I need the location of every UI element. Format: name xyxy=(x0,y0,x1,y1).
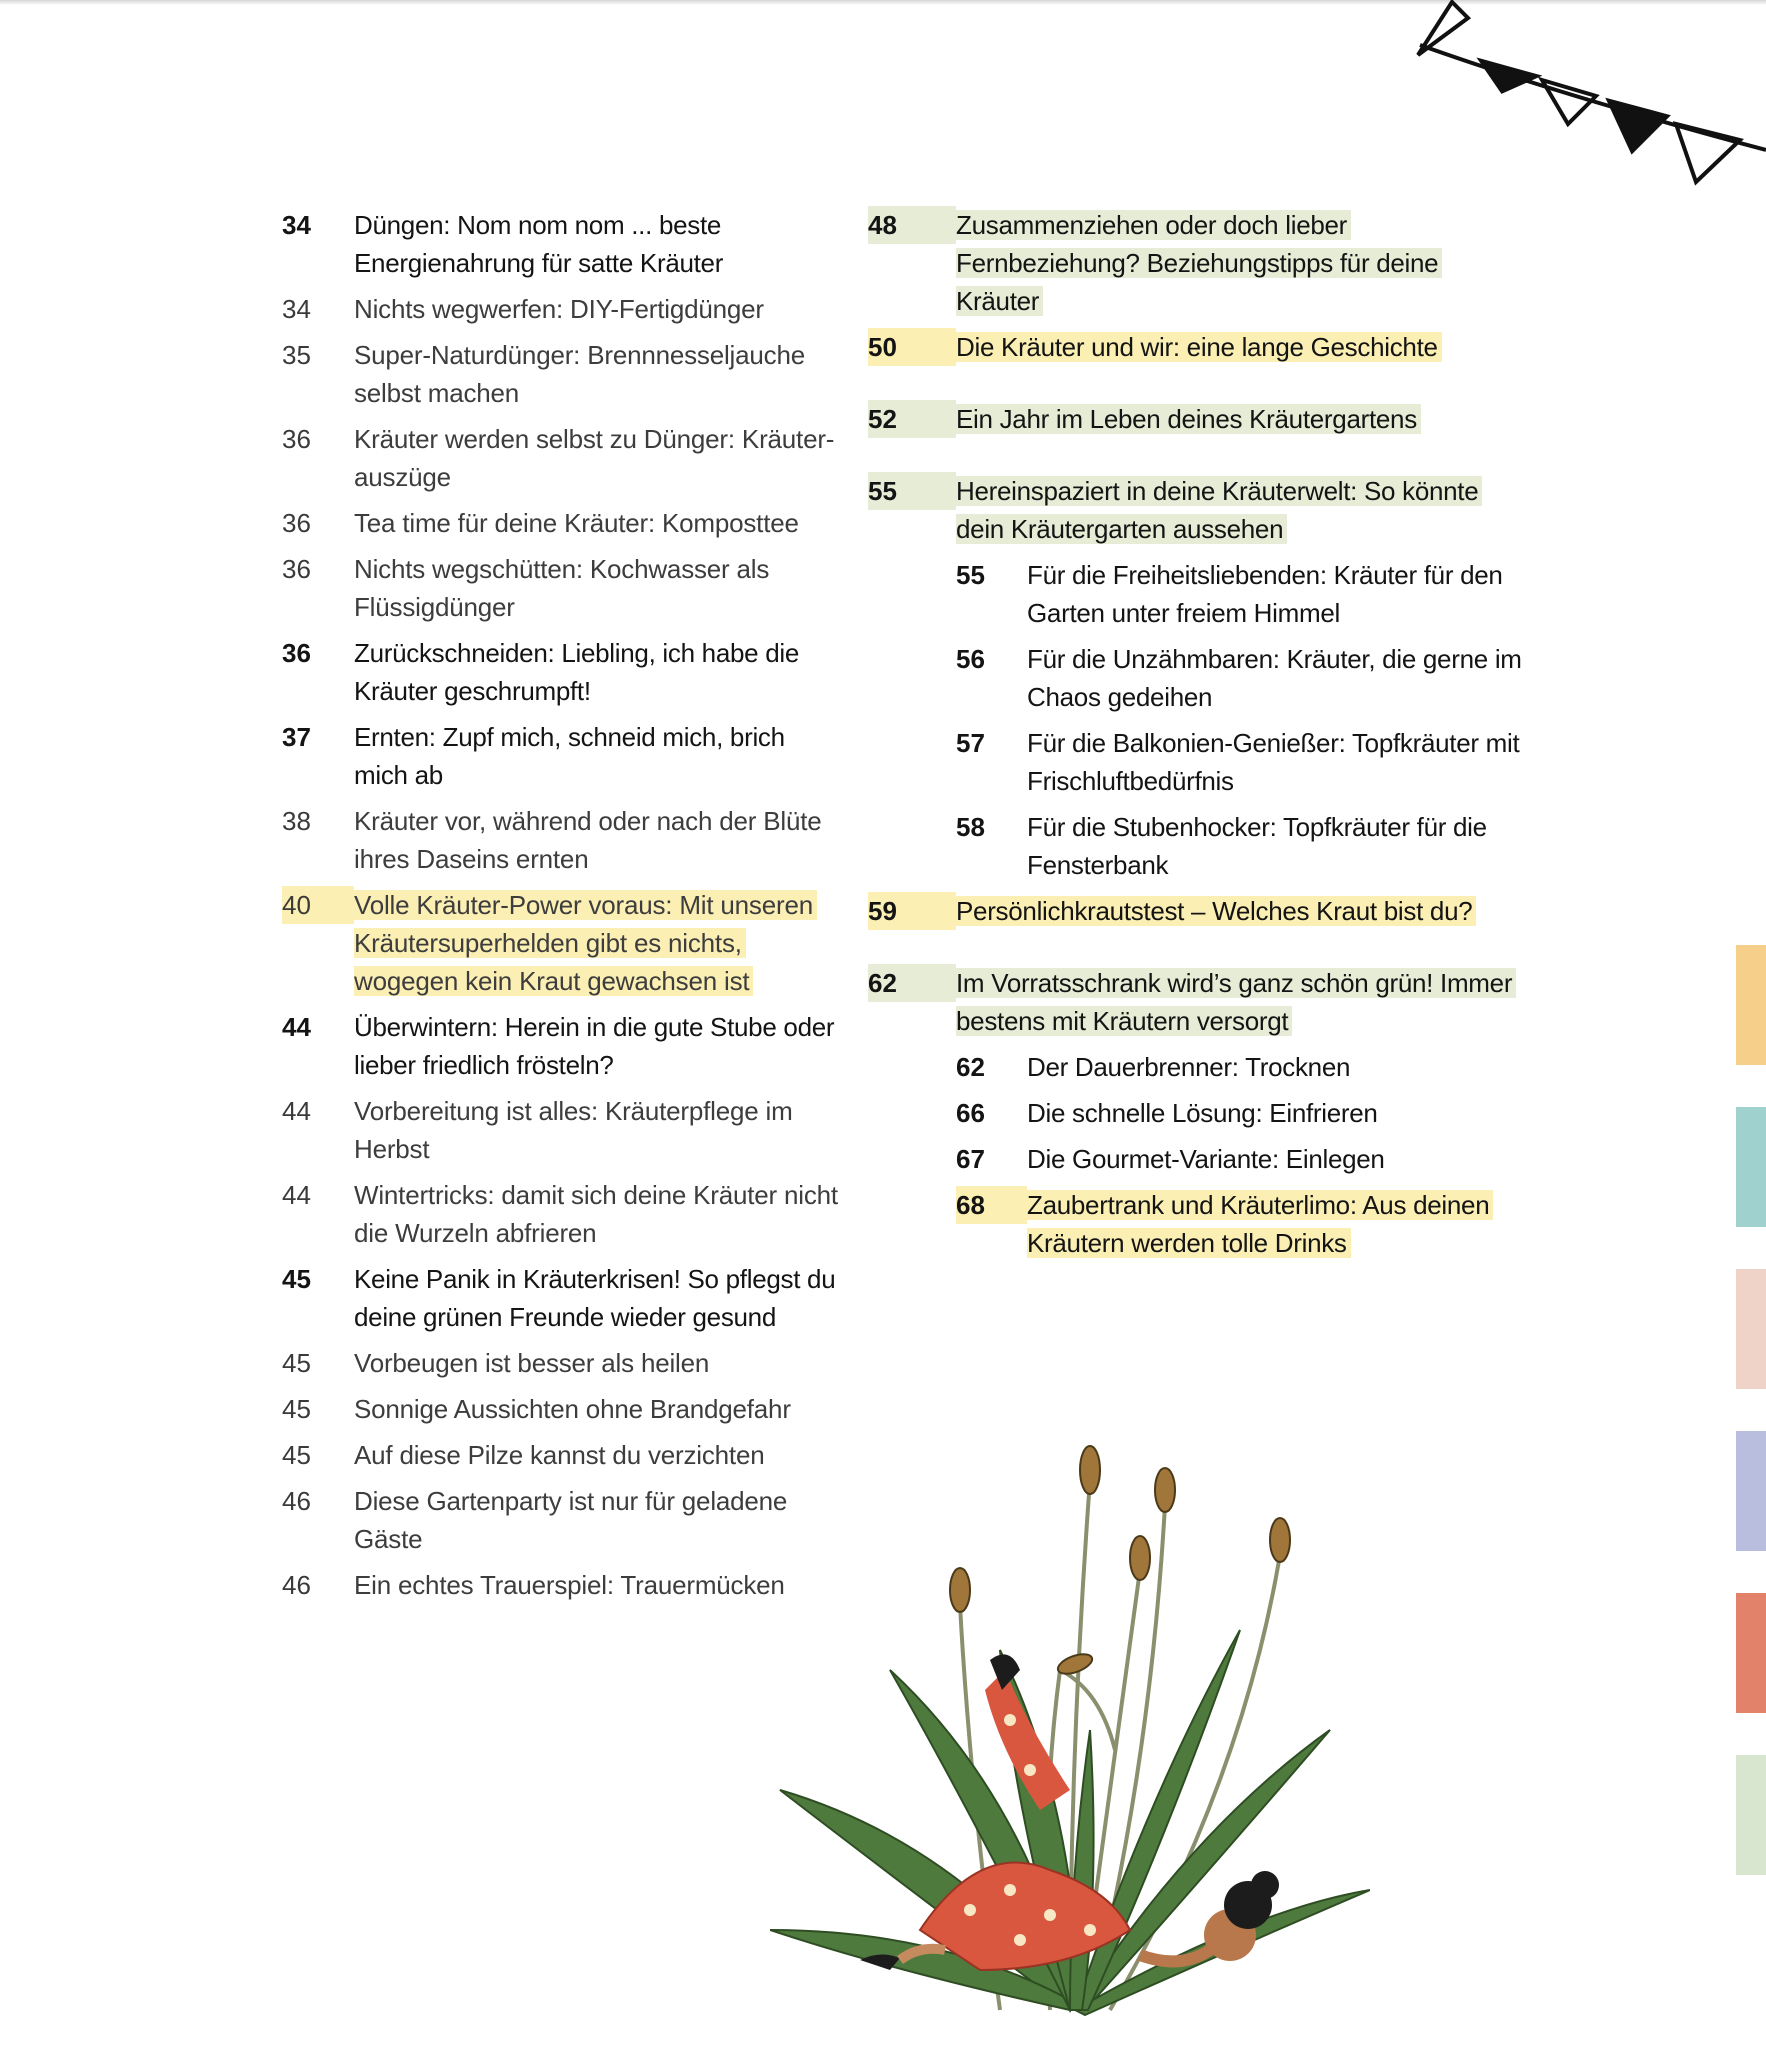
entry-title: Für die Balkonien-Genießer: Topfkräuter mit Frischluftbedürfnis xyxy=(1027,728,1520,796)
chapter-tab[interactable] xyxy=(1736,1269,1766,1389)
woman-in-plantain-illustration-icon xyxy=(770,1370,1370,2048)
entry-title: Düngen: Nom nom nom ... beste Energienahrung für satte Kräuter xyxy=(354,210,724,278)
toc-subentry[interactable] xyxy=(868,724,1528,800)
toc-entry[interactable] xyxy=(282,1092,842,1168)
toc-entry-highlighted[interactable] xyxy=(868,892,1528,930)
toc-subentry[interactable] xyxy=(868,1140,1528,1178)
toc-left-column xyxy=(282,206,842,1612)
entry-title: Zurückschneiden: Liebling, ich habe die Kräuter geschrumpft! xyxy=(354,638,800,706)
entry-title: Zusammenziehen oder doch lieber Fernbeziehung? Beziehungstipps für deine Kräuter xyxy=(956,210,1442,316)
toc-entry[interactable] xyxy=(282,420,842,496)
page-number: 44 xyxy=(282,1012,311,1042)
page-number: 46 xyxy=(282,1486,311,1516)
toc-entry[interactable] xyxy=(282,1008,842,1084)
page-number: 45 xyxy=(282,1348,311,1378)
entry-title: Überwintern: Herein in die gute Stube oder lieber friedlich frösteln? xyxy=(354,1012,835,1080)
page-number: 36 xyxy=(282,508,311,538)
toc-subentry[interactable] xyxy=(868,1048,1528,1086)
entry-title: Vorbeugen ist besser als heilen xyxy=(354,1348,710,1378)
entry-title: Der Dauerbrenner: Trocknen xyxy=(1027,1052,1351,1082)
entry-title: Im Vorratsschrank wird’s ganz schön grün! Immer bestens mit Kräutern versorgt xyxy=(956,968,1516,1036)
toc-entry[interactable] xyxy=(282,1176,842,1252)
toc-entry[interactable] xyxy=(282,206,842,282)
page-number: 50 xyxy=(868,328,956,366)
entry-title: Persönlichkrautstest – Welches Kraut bist du? xyxy=(956,896,1476,926)
toc-entry[interactable] xyxy=(282,634,842,710)
entry-title: Nichts wegschütten: Kochwasser als Flüssigdünger xyxy=(354,554,770,622)
toc-entry[interactable] xyxy=(282,550,842,626)
page-number: 34 xyxy=(282,210,311,240)
chapter-tab[interactable] xyxy=(1736,945,1766,1065)
page-number: 66 xyxy=(956,1098,985,1128)
page-number: 48 xyxy=(868,206,956,244)
page-number: 62 xyxy=(868,964,956,1002)
toc-entry[interactable] xyxy=(282,504,842,542)
toc-entry[interactable] xyxy=(282,290,842,328)
entry-title: Ernten: Zupf mich, schneid mich, brich mich ab xyxy=(354,722,785,790)
chapter-tab[interactable] xyxy=(1736,1593,1766,1713)
toc-entry-highlighted[interactable] xyxy=(868,472,1528,548)
page-number: 55 xyxy=(956,560,985,590)
toc-entry[interactable] xyxy=(282,1260,842,1336)
entry-title: Super-Naturdünger: Brennnesseljauche selbst machen xyxy=(354,340,805,408)
page-number: 35 xyxy=(282,340,311,370)
page-number: 45 xyxy=(282,1264,311,1294)
page-number: 46 xyxy=(282,1570,311,1600)
page-number: 59 xyxy=(868,892,956,930)
toc-entry[interactable] xyxy=(282,718,842,794)
entry-title: Ein echtes Trauerspiel: Trauermücken xyxy=(354,1570,785,1600)
entry-title: Kräuter vor, während oder nach der Blüte ihres Daseins ernten xyxy=(354,806,822,874)
page-number: 62 xyxy=(956,1052,985,1082)
page-number: 44 xyxy=(282,1096,311,1126)
entry-title: Die Kräuter und wir: eine lange Geschichte xyxy=(956,332,1442,362)
page-number: 57 xyxy=(956,728,985,758)
page-number: 44 xyxy=(282,1180,311,1210)
page-number: 68 xyxy=(956,1186,1027,1224)
toc-entry[interactable] xyxy=(282,1390,842,1428)
entry-title: Hereinspaziert in deine Kräuterwelt: So könnte dein Kräutergarten aussehen xyxy=(956,476,1482,544)
bunting-decoration-icon xyxy=(1410,0,1766,190)
entry-title: Nichts wegwerfen: DIY-Fertigdünger xyxy=(354,294,764,324)
entry-title: Auf diese Pilze kannst du verzichten xyxy=(354,1440,765,1470)
toc-entry[interactable] xyxy=(282,802,842,878)
entry-title: Die Gourmet-Variante: Einlegen xyxy=(1027,1144,1385,1174)
toc-entry-highlighted[interactable] xyxy=(868,964,1528,1040)
page-number: 45 xyxy=(282,1440,311,1470)
page-number: 55 xyxy=(868,472,956,510)
chapter-tabs xyxy=(1736,945,1766,1917)
toc-subentry-highlighted[interactable] xyxy=(868,1186,1528,1262)
entry-title: Ein Jahr im Leben deines Kräutergartens xyxy=(956,404,1421,434)
toc-subentry[interactable] xyxy=(868,808,1528,884)
page-number: 37 xyxy=(282,722,311,752)
page-number: 34 xyxy=(282,294,311,324)
toc-subentry[interactable] xyxy=(868,1094,1528,1132)
chapter-tab[interactable] xyxy=(1736,1755,1766,1875)
toc-entry-highlighted[interactable] xyxy=(868,400,1528,438)
chapter-tab[interactable] xyxy=(1736,1107,1766,1227)
entry-title: Wintertricks: damit sich deine Kräuter nicht die Wurzeln abfrieren xyxy=(354,1180,838,1248)
entry-title: Für die Stubenhocker: Topfkräuter für die Fensterbank xyxy=(1027,812,1487,880)
page-number: 36 xyxy=(282,554,311,584)
entry-title: Volle Kräuter-Power voraus: Mit unseren Kräutersuperhelden gibt es nichts, wogegen kein Kraut gewachsen ist xyxy=(354,890,817,996)
chapter-tab[interactable] xyxy=(1736,1431,1766,1551)
page-number: 40 xyxy=(282,886,354,924)
entry-title: Zaubertrank und Kräuterlimo: Aus deinen Kräutern werden tolle Drinks xyxy=(1027,1190,1493,1258)
entry-title: Keine Panik in Kräuterkrisen! So pflegst du deine grünen Freunde wieder gesund xyxy=(354,1264,836,1332)
entry-title: Sonnige Aussichten ohne Brandgefahr xyxy=(354,1394,791,1424)
toc-entry-highlighted[interactable] xyxy=(868,206,1528,320)
toc-entry[interactable] xyxy=(282,1482,842,1558)
toc-right-column xyxy=(868,206,1528,1270)
toc-entry-highlighted[interactable] xyxy=(282,886,842,1000)
toc-subentry[interactable] xyxy=(868,640,1528,716)
toc-subentry[interactable] xyxy=(868,556,1528,632)
page-number: 52 xyxy=(868,400,956,438)
toc-entry[interactable] xyxy=(282,1344,842,1382)
page-number: 67 xyxy=(956,1144,985,1174)
entry-title: Tea time für deine Kräuter: Komposttee xyxy=(354,508,799,538)
entry-title: Diese Gartenparty ist nur für geladene Gäste xyxy=(354,1486,788,1554)
toc-entry[interactable] xyxy=(282,1436,842,1474)
toc-entry-highlighted[interactable] xyxy=(868,328,1528,366)
entry-title: Vorbereitung ist alles: Kräuterpflege im Herbst xyxy=(354,1096,793,1164)
page-number: 38 xyxy=(282,806,311,836)
entry-title: Für die Unzähmbaren: Kräuter, die gerne im Chaos gedeihen xyxy=(1027,644,1522,712)
page-number: 56 xyxy=(956,644,985,674)
page-number: 58 xyxy=(956,812,985,842)
toc-entry[interactable] xyxy=(282,1566,842,1604)
entry-title: Für die Freiheitsliebenden: Kräuter für den Garten unter freiem Himmel xyxy=(1027,560,1503,628)
toc-entry[interactable] xyxy=(282,336,842,412)
page-number: 36 xyxy=(282,424,311,454)
page-number: 45 xyxy=(282,1394,311,1424)
entry-title: Kräuter werden selbst zu Dünger: Kräuterauszüge xyxy=(354,424,835,492)
entry-title: Die schnelle Lösung: Einfrieren xyxy=(1027,1098,1378,1128)
page-number: 36 xyxy=(282,638,311,668)
